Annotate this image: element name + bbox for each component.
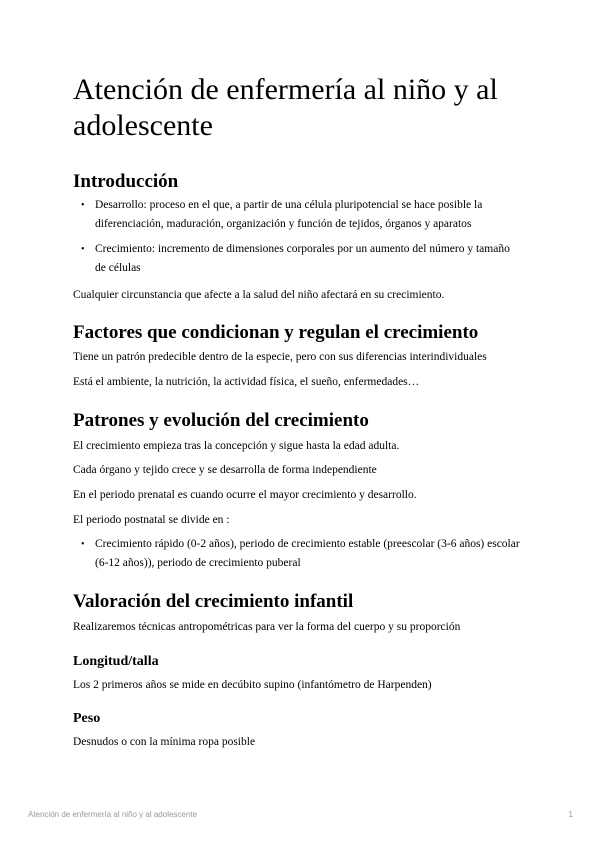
patrones-bullet-list <box>73 535 523 579</box>
page-footer <box>28 810 573 819</box>
peso-paragraph: Desnudos o con la mínima ropa posible <box>73 736 256 748</box>
valoracion-paragraph: Realizaremos técnicas antropométricas para ver la forma del cuerpo y su proporción <box>73 621 461 633</box>
intro-bullet-list <box>73 196 523 284</box>
patrones-paragraph-1: El crecimiento empieza tras la concepción y sigue hasta la edad adulta. <box>73 440 400 452</box>
heading-longitud-talla: Longitud/talla <box>73 654 159 669</box>
page-number: 1 <box>568 810 573 819</box>
bullet-icon: • <box>81 539 85 550</box>
heading-valoracion: Valoración del crecimiento infantil <box>73 591 354 612</box>
list-item: • Crecimiento: incremento de dimensiones corporales por un aumento del número y tamaño de células <box>73 240 523 278</box>
bullet-icon: • <box>81 200 85 211</box>
patrones-paragraph-3: En el periodo prenatal es cuando ocurre el mayor crecimiento y desarrollo. <box>73 489 417 501</box>
document-title: Atención de enfermería al niño y al adolescente <box>73 73 498 142</box>
heading-patrones: Patrones y evolución del crecimiento <box>73 410 369 431</box>
factores-paragraph-2: Está el ambiente, la nutrición, la actividad física, el sueño, enfermedades… <box>73 376 420 388</box>
longitud-paragraph: Los 2 primeros años se mide en decúbito supino (infantómetro de Harpenden) <box>73 679 432 691</box>
bullet-icon: • <box>81 244 85 255</box>
intro-paragraph: Cualquier circunstancia que afecte a la salud del niño afectará en su crecimiento. <box>73 289 445 301</box>
factores-paragraph-1: Tiene un patrón predecible dentro de la especie, pero con sus diferencias interindividuales <box>73 351 487 363</box>
heading-factores: Factores que condicionan y regulan el crecimiento <box>73 322 479 343</box>
list-item: • Desarrollo: proceso en el que, a partir de una célula pluripotencial se hace posible la diferenciación, maduración, organización y función de tejidos, órganos y aparatos <box>73 196 523 234</box>
patrones-paragraph-4: El periodo postnatal se divide en : <box>73 514 230 526</box>
heading-introduccion: Introducción <box>73 171 179 192</box>
footer-title: Atención de enfermería al niño y al adolescente <box>28 810 197 819</box>
heading-peso: Peso <box>73 711 101 726</box>
patrones-paragraph-2: Cada órgano y tejido crece y se desarrolla de forma independiente <box>73 464 377 476</box>
list-item: • Crecimiento rápido (0-2 años), periodo de crecimiento estable (preescolar (3-6 años) escolar (6-12 años)), periodo de crecimiento puberal <box>73 535 523 573</box>
